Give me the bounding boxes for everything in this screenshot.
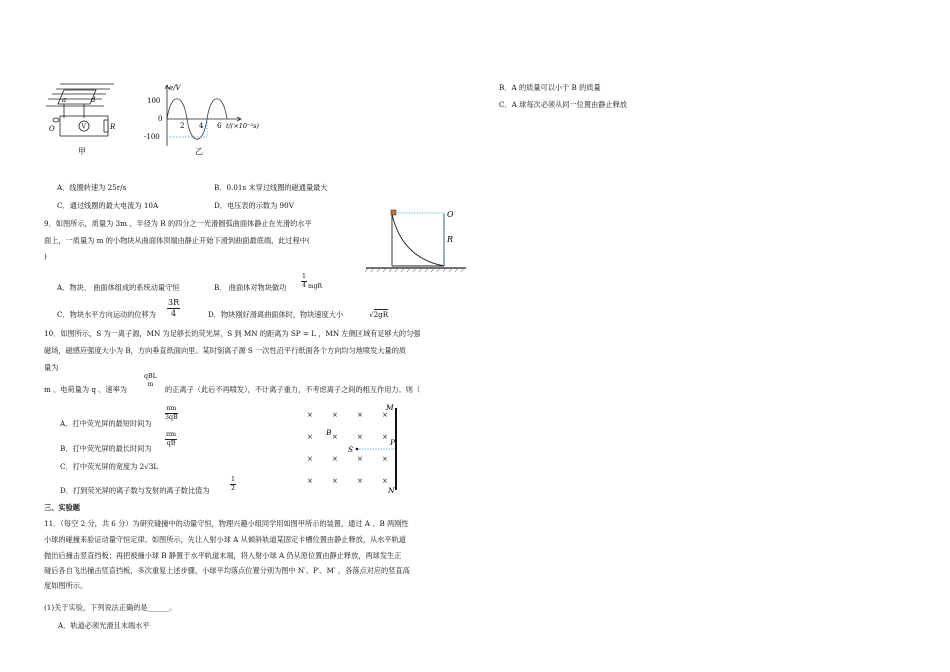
q9-b-frac-num: 1	[302, 273, 307, 280]
q10-speed-num: qBL	[144, 373, 157, 380]
q11-sub1: (1)关于实验，下列说法正确的是______。	[44, 603, 177, 612]
q11-option-a: A．轨道必须光滑且末端水平	[58, 621, 150, 630]
q9-option-a: A．物块、 曲面体组成的系统动量守恒	[57, 283, 180, 292]
x-tick-6: 6	[217, 122, 222, 130]
q11-option-c: C．A 球每次必须从同一位置由静止释放	[499, 100, 627, 109]
cross-mark: ×	[382, 455, 388, 463]
q10-magnetic-field-figure	[298, 402, 408, 494]
cross-mark: ×	[382, 411, 388, 419]
label-O: O	[49, 125, 55, 133]
cross-mark: ×	[357, 433, 363, 441]
q10-d-den: 2	[231, 484, 236, 492]
q10-option-d-fraction	[230, 476, 236, 492]
q11-line3: 抛出后撞击竖直挡板；再把被撞小球 B 静置于水平轨道末端，将入射小球 A 仍从原位置由静止释放，两球发生正	[44, 551, 402, 560]
cross-mark: ×	[307, 433, 313, 441]
q10-stem-line4b: 的正离子（此后不再喷发），不计离子重力，不考虑离子之间的相互作用力。则（	[165, 385, 421, 394]
label-P: P	[390, 438, 396, 447]
q9-b-frac-den: 4	[302, 281, 307, 289]
q10-option-d-pre: D．打到荧光屏的离子数与发射的离子数比值为	[60, 486, 210, 495]
generator-figure	[44, 78, 124, 158]
cross-mark: ×	[382, 433, 388, 441]
q9-stem-line1: 9．如图所示，质量为 3m 、半径为 R 的四分之一光滑圆弧曲面体静止在光滑的水平	[44, 219, 312, 228]
q10-speed-fraction	[143, 373, 158, 388]
x-axis-label: t/(×10⁻²s)	[226, 122, 259, 130]
label-d: d	[91, 96, 96, 104]
q10-stem-line1: 10．如图所示，S 为一离子源，MN 为足够长的荧光屏，S 到 MN 的距离为 SP = L ，MN 左侧区域有足够大的匀强	[44, 329, 421, 338]
cross-mark: ×	[307, 455, 313, 463]
q9-c-frac-num: 3R	[168, 298, 180, 307]
q10-option-c: C．打中荧光屏的宽度为 2√3L	[60, 462, 159, 471]
q9-option-d-root: √2gR	[369, 310, 389, 319]
label-B: B	[326, 428, 332, 437]
q10-option-a-fraction	[165, 405, 178, 421]
q9-label-O: O	[447, 210, 454, 219]
q10-d-num: 1	[231, 476, 236, 483]
emf-graph	[140, 80, 275, 158]
cross-mark: ×	[332, 411, 338, 419]
q8-option-d: D．电压表的示数为 90V	[214, 201, 294, 210]
section-title-experiments: 三、实验题	[44, 503, 80, 512]
cross-mark: ×	[382, 477, 388, 485]
q10-b-den: qB	[166, 439, 176, 447]
cross-mark: ×	[332, 477, 338, 485]
label-S: S	[348, 445, 354, 454]
q9-c-frac-den: 4	[171, 308, 177, 318]
small-block	[391, 210, 396, 215]
figure-label-yi: 乙	[195, 147, 203, 156]
x-tick-4: 4	[199, 122, 204, 130]
cross-mark: ×	[357, 455, 363, 463]
q10-a-den: 3qB	[165, 413, 178, 421]
y-axis-label: e/V	[169, 84, 181, 92]
cross-mark: ×	[307, 477, 313, 485]
q9-option-b-post: mgR	[308, 283, 323, 290]
q10-a-num: πm	[166, 405, 177, 412]
q11-line5: 度如图所示。	[44, 581, 88, 590]
figure-label-jia: 甲	[78, 147, 86, 156]
cross-mark: ×	[307, 411, 313, 419]
q9-stem-line2: 面上，一质量为 m 的小物块从曲面体顶端由静止开始下滑到曲面最底端，此过程中(	[44, 236, 310, 245]
q9-option-b-pre: B． 曲面体对物块做功	[214, 283, 287, 292]
q9-root-arg: 2gR	[373, 310, 389, 319]
cross-mark: ×	[332, 433, 338, 441]
y-tick-0: 0	[158, 115, 163, 123]
q11-option-b: B．A 的质量可以小于 B 的质量	[499, 83, 601, 92]
q9-option-c-fraction	[167, 298, 180, 318]
q9-option-b-fraction	[301, 273, 307, 289]
q10-b-num: πm	[166, 431, 177, 438]
q8-option-a: A．线圈转速为 25r/s	[57, 183, 127, 192]
q11-line2: 小球的碰撞来验证动量守恒定律。如图所示，先让入射小球 A 从倾斜轨道某固定卡槽位置由静止释放，从水平轨道	[44, 535, 406, 544]
q8-option-c: C．通过线圈的最大电流为 10A	[57, 201, 159, 210]
q10-option-b-pre: B．打中荧光屏的最长时间为	[60, 444, 152, 453]
q9-figure	[362, 206, 472, 274]
q10-stem-line4a: m 、电荷量为 q 、速率为	[44, 385, 127, 394]
q8-option-b: B．0.01s 末穿过线圈的磁通量最大	[214, 183, 328, 192]
q11-line4: 碰后各自飞出撞击竖直挡板，多次重复上述步骤，小球平均落点位置分别为图中 N′、P′、M′ ，各落点对应的竖直高	[44, 566, 410, 575]
q10-option-a-pre: A．打中荧光屏的最短时间为	[60, 419, 152, 428]
q9-option-d-pre: D．物块刚好滑离曲面体时，物块速度大小	[208, 310, 344, 319]
q9-label-R: R	[447, 235, 454, 244]
y-tick-neg100: -100	[144, 133, 160, 141]
cross-mark: ×	[357, 411, 363, 419]
label-M: M	[386, 403, 394, 412]
q10-option-b-fraction	[165, 431, 177, 447]
label-N: N	[388, 486, 395, 494]
q10-stem-line3: 量为	[44, 363, 59, 372]
x-tick-2: 2	[180, 122, 185, 130]
q11-line1: 11．（每空 2 分，共 6 分）为研究碰撞中的动量守恒，物理兴趣小组同学用如图甲所示的装置，通过 A 、B 两刚性	[44, 519, 409, 528]
q9-stem-line3: )	[44, 252, 47, 261]
label-a: a	[62, 96, 67, 104]
resistor-label: R	[110, 123, 116, 131]
voltmeter-label: V	[81, 123, 86, 131]
ion-source-dot	[356, 448, 359, 451]
cross-mark: ×	[357, 477, 363, 485]
q9-option-c-pre: C．物块水平方向运动的位移为	[57, 310, 156, 319]
y-tick-100: 100	[147, 97, 161, 105]
cross-mark: ×	[332, 455, 338, 463]
q10-speed-den: m	[147, 380, 154, 388]
q9-option-b-text	[214, 283, 286, 292]
q10-stem-line2: 磁场，磁感应强度大小为 B，方向垂直纸面向里。某时刻离子源 S 一次性沿平行纸面各个方向均匀地喷发大量的质	[44, 346, 407, 355]
